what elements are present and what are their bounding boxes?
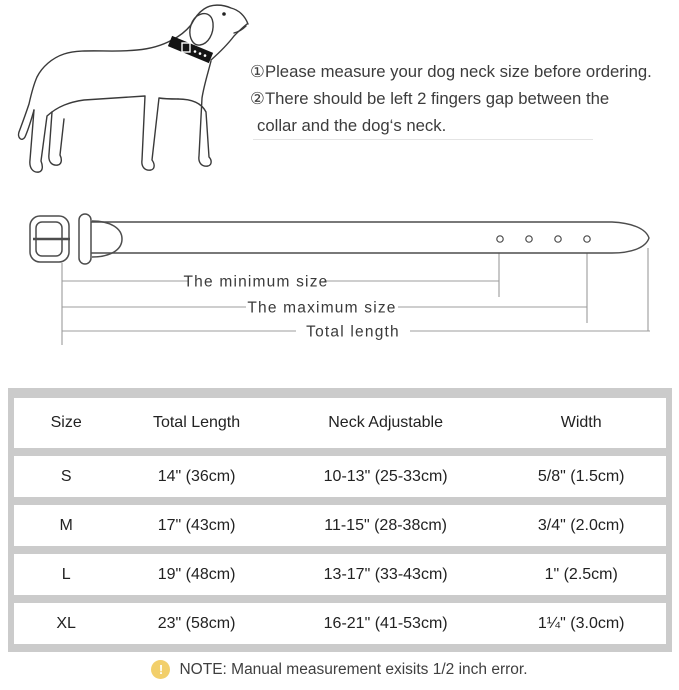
header-size: Size [50, 414, 82, 431]
cell-neck-adjustable: 16-21" (41-53cm) [323, 614, 448, 632]
collar-hole [555, 236, 561, 242]
measurement-note [0, 660, 679, 679]
table-row-l [14, 554, 666, 595]
collar-hole [497, 236, 503, 242]
measurement-instructions [250, 58, 679, 139]
cell-size: L [61, 565, 71, 583]
total-length-label: Total length [306, 323, 400, 341]
table-header-row [14, 398, 666, 448]
dog-illustration [15, 2, 265, 194]
header-neck-adjustable: Neck Adjustable [328, 414, 443, 431]
exclamation-icon: ! [151, 660, 170, 679]
dog-far-hindleg [49, 112, 64, 165]
header-total-length: Total Length [152, 414, 241, 431]
table-row-s [14, 456, 666, 497]
note-text: NOTE: Manual measurement exisits 1/2 inch error. [179, 660, 528, 678]
dog-ear [190, 14, 213, 45]
cell-width: 3/4" (2.0cm) [537, 516, 625, 534]
instruction-line-2-continued: collar and the dog‘s neck. [257, 116, 447, 135]
cell-size: XL [56, 614, 76, 632]
collar-measurement-diagram [0, 200, 679, 350]
collar-hole [526, 236, 532, 242]
dog-eye [222, 12, 226, 16]
table-row-xl [14, 603, 666, 644]
cell-width: 1¼" (3.0cm) [537, 614, 625, 632]
header-width: Width [560, 414, 602, 431]
cell-neck-adjustable: 10-13" (25-33cm) [323, 467, 448, 485]
cell-total-length: 17" (43cm) [157, 516, 236, 534]
table-row-m [14, 505, 666, 546]
cell-neck-adjustable: 11-15" (28-38cm) [324, 516, 447, 534]
strap-keeper [79, 214, 91, 264]
instruction-line-1: ①Please measure your dog neck size before ordering. [250, 62, 652, 81]
collar-stud [194, 50, 197, 53]
cell-width: 1" (2.5cm) [544, 565, 618, 583]
cell-size: S [60, 467, 72, 485]
min-size-label: The minimum size [183, 273, 329, 291]
collar-stud [199, 52, 202, 55]
cell-width: 5/8" (1.5cm) [537, 467, 625, 485]
cell-total-length: 19" (48cm) [157, 565, 236, 583]
size-table [8, 388, 672, 652]
cell-total-length: 14" (36cm) [157, 467, 236, 485]
divider-line [253, 139, 593, 140]
collar-strap [91, 222, 649, 253]
collar-hole [584, 236, 590, 242]
cell-total-length: 23" (58cm) [157, 614, 236, 632]
dog-hindleg-belly-frontleg [30, 96, 178, 172]
instruction-line-2: ②There should be left 2 fingers gap between the [250, 89, 610, 108]
cell-size: M [59, 516, 73, 534]
max-size-label: The maximum size [247, 299, 397, 317]
cell-neck-adjustable: 13-17" (33-43cm) [323, 565, 448, 583]
dog-chest-far-frontleg [178, 61, 211, 166]
collar-stud [204, 54, 207, 57]
